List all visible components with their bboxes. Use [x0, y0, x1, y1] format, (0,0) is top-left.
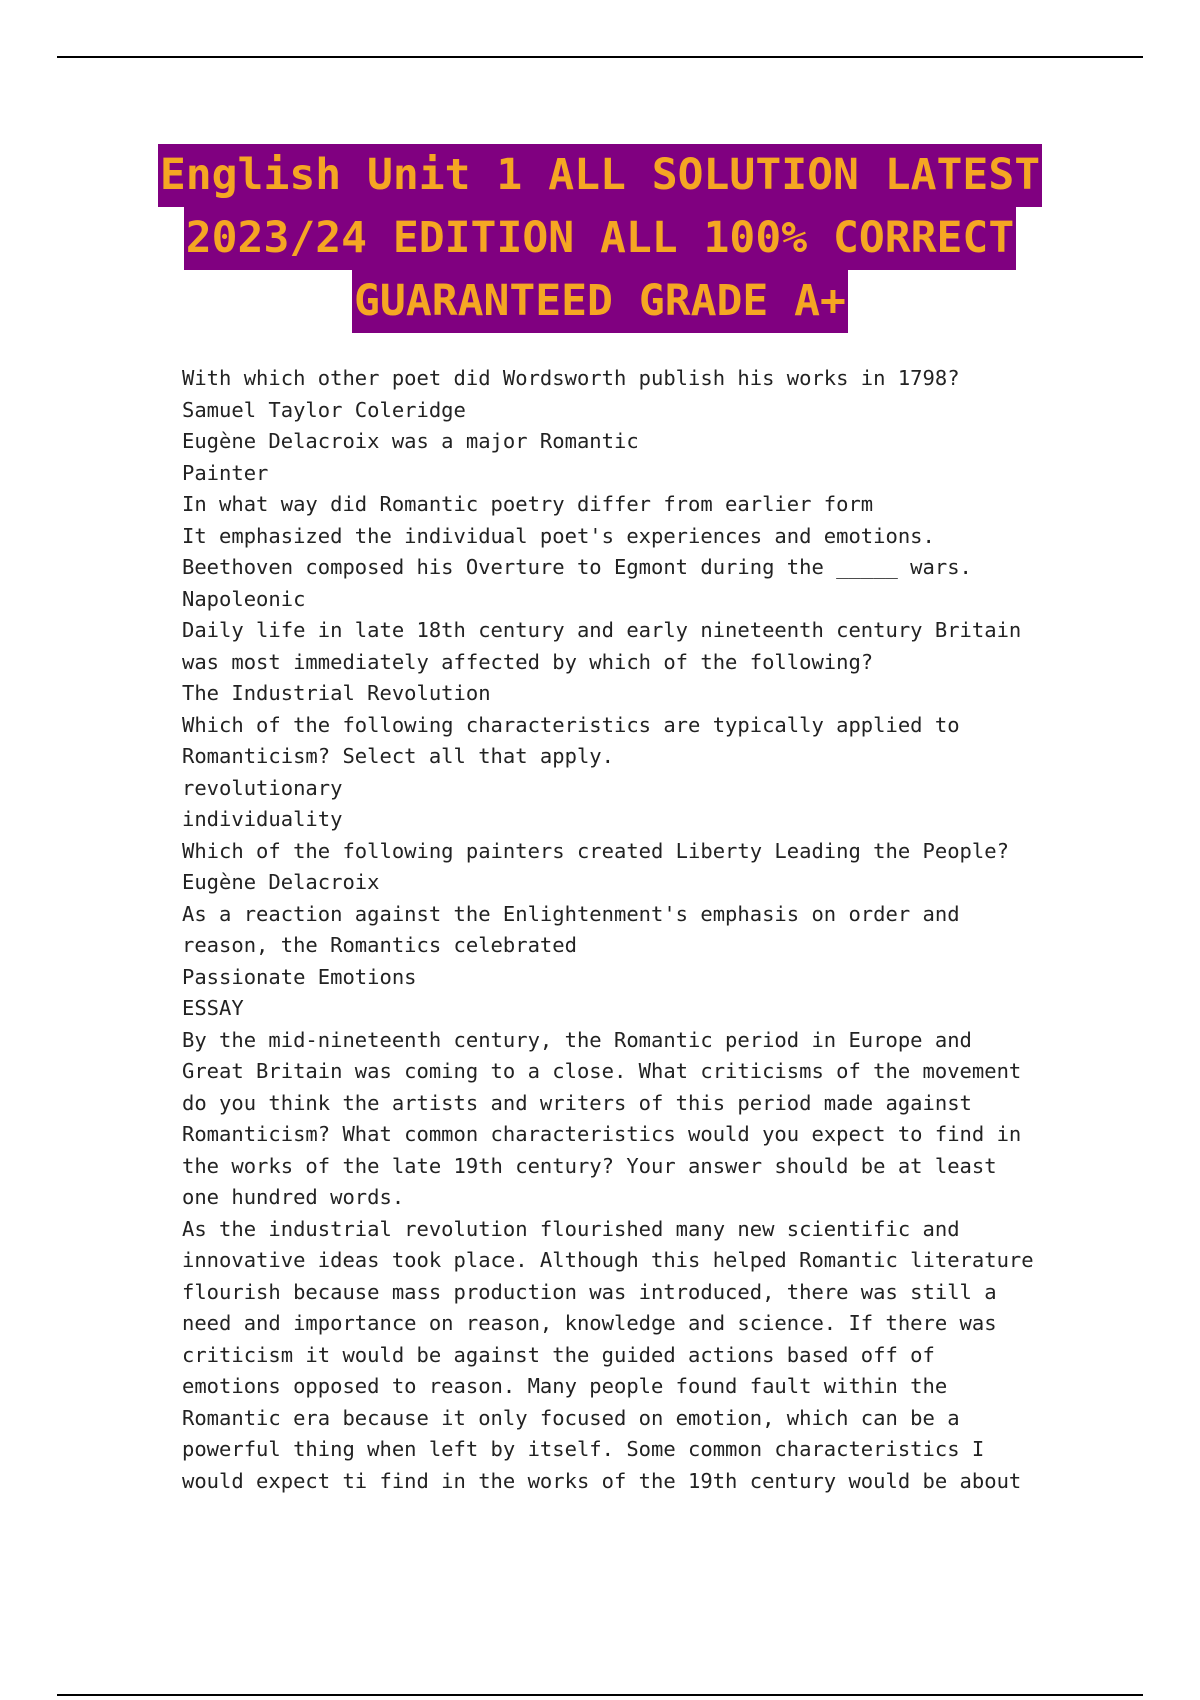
top-rule [57, 56, 1143, 58]
body-text-line: Great Britain was coming to a close. What criticisms of the movement [182, 1059, 1022, 1083]
body-text-line: one hundred words. [182, 1185, 405, 1209]
body-text-line: would expect ti find in the works of the 19th century would be about [182, 1468, 1022, 1493]
body-text-line: the works of the late 19th century? Your answer should be at least [182, 1153, 997, 1178]
body-text-line: Passionate Emotions [182, 964, 417, 989]
body-text-line: Samuel Taylor Coleridge [182, 397, 466, 422]
body-text-line: Daily life in late 18th century and early nineteenth century Britain [182, 618, 1022, 642]
body-text-line: Eugène Delacroix was a major Romantic [182, 429, 639, 453]
title-line-1: English Unit 1 ALL SOLUTION LATEST [158, 144, 1042, 207]
body-text-line: innovative ideas took place. Although this helped Romantic literature [182, 1248, 1034, 1272]
body-text-line: Romanticism? What common characteristics would you expect to find in [182, 1122, 1022, 1146]
body-text-line: Which of the following painters created Liberty Leading the People? [182, 838, 1009, 863]
body-text-line: Which of the following characteristics are typically applied to [182, 712, 960, 737]
body-text-line: As the industrial revolution flourished many new scientific and [182, 1216, 960, 1241]
title-line-2: 2023/24 EDITION ALL 100% CORRECT [184, 207, 1016, 270]
body-text-line: do you think the artists and writers of this period made against [182, 1090, 972, 1115]
body-text-line: The Industrial Revolution [182, 681, 491, 705]
body-text-line: revolutionary [182, 775, 343, 800]
body-text-line: reason, the Romantics celebrated [182, 933, 577, 957]
body-text-line: It emphasized the individual poet's experiences and emotions. [182, 523, 935, 548]
body-text-line: Eugène Delacroix [182, 870, 380, 894]
body-text-line: need and importance on reason, knowledge and science. If there was [182, 1311, 997, 1335]
body-text-line: Beethoven composed his Overture to Egmont during the _____ wars. [182, 555, 972, 579]
body-text-line: Napoleonic [182, 586, 306, 611]
body-text-line: By the mid-nineteenth century, the Romantic period in Europe and [182, 1027, 972, 1052]
document-body [182, 363, 1082, 1497]
body-text-line: In what way did Romantic poetry differ from earlier form [182, 492, 874, 516]
body-text-line: flourish because mass production was introduced, there was still a [182, 1279, 997, 1304]
body-text-line: criticism it would be against the guided actions based off of [182, 1342, 935, 1367]
title-line-3: GUARANTEED GRADE A+ [352, 270, 848, 333]
body-text-line: ESSAY [182, 996, 244, 1020]
body-text-line: Romantic era because it only focused on emotion, which can be a [182, 1405, 960, 1430]
body-text-line: Painter [182, 460, 269, 485]
body-text-line: powerful thing when left by itself. Some common characteristics I [182, 1437, 985, 1461]
bottom-rule [57, 1694, 1143, 1696]
body-text-line: With which other poet did Wordsworth publish his works in 1798? [182, 366, 960, 390]
document-title [0, 144, 1200, 333]
body-text-line: individuality [182, 807, 343, 831]
body-text-line: Romanticism? Select all that apply. [182, 744, 614, 768]
body-text-line: emotions opposed to reason. Many people found fault within the [182, 1374, 948, 1398]
body-text-line: was most immediately affected by which of the following? [182, 649, 874, 674]
body-text-line: As a reaction against the Enlightenment's emphasis on order and [182, 901, 960, 926]
